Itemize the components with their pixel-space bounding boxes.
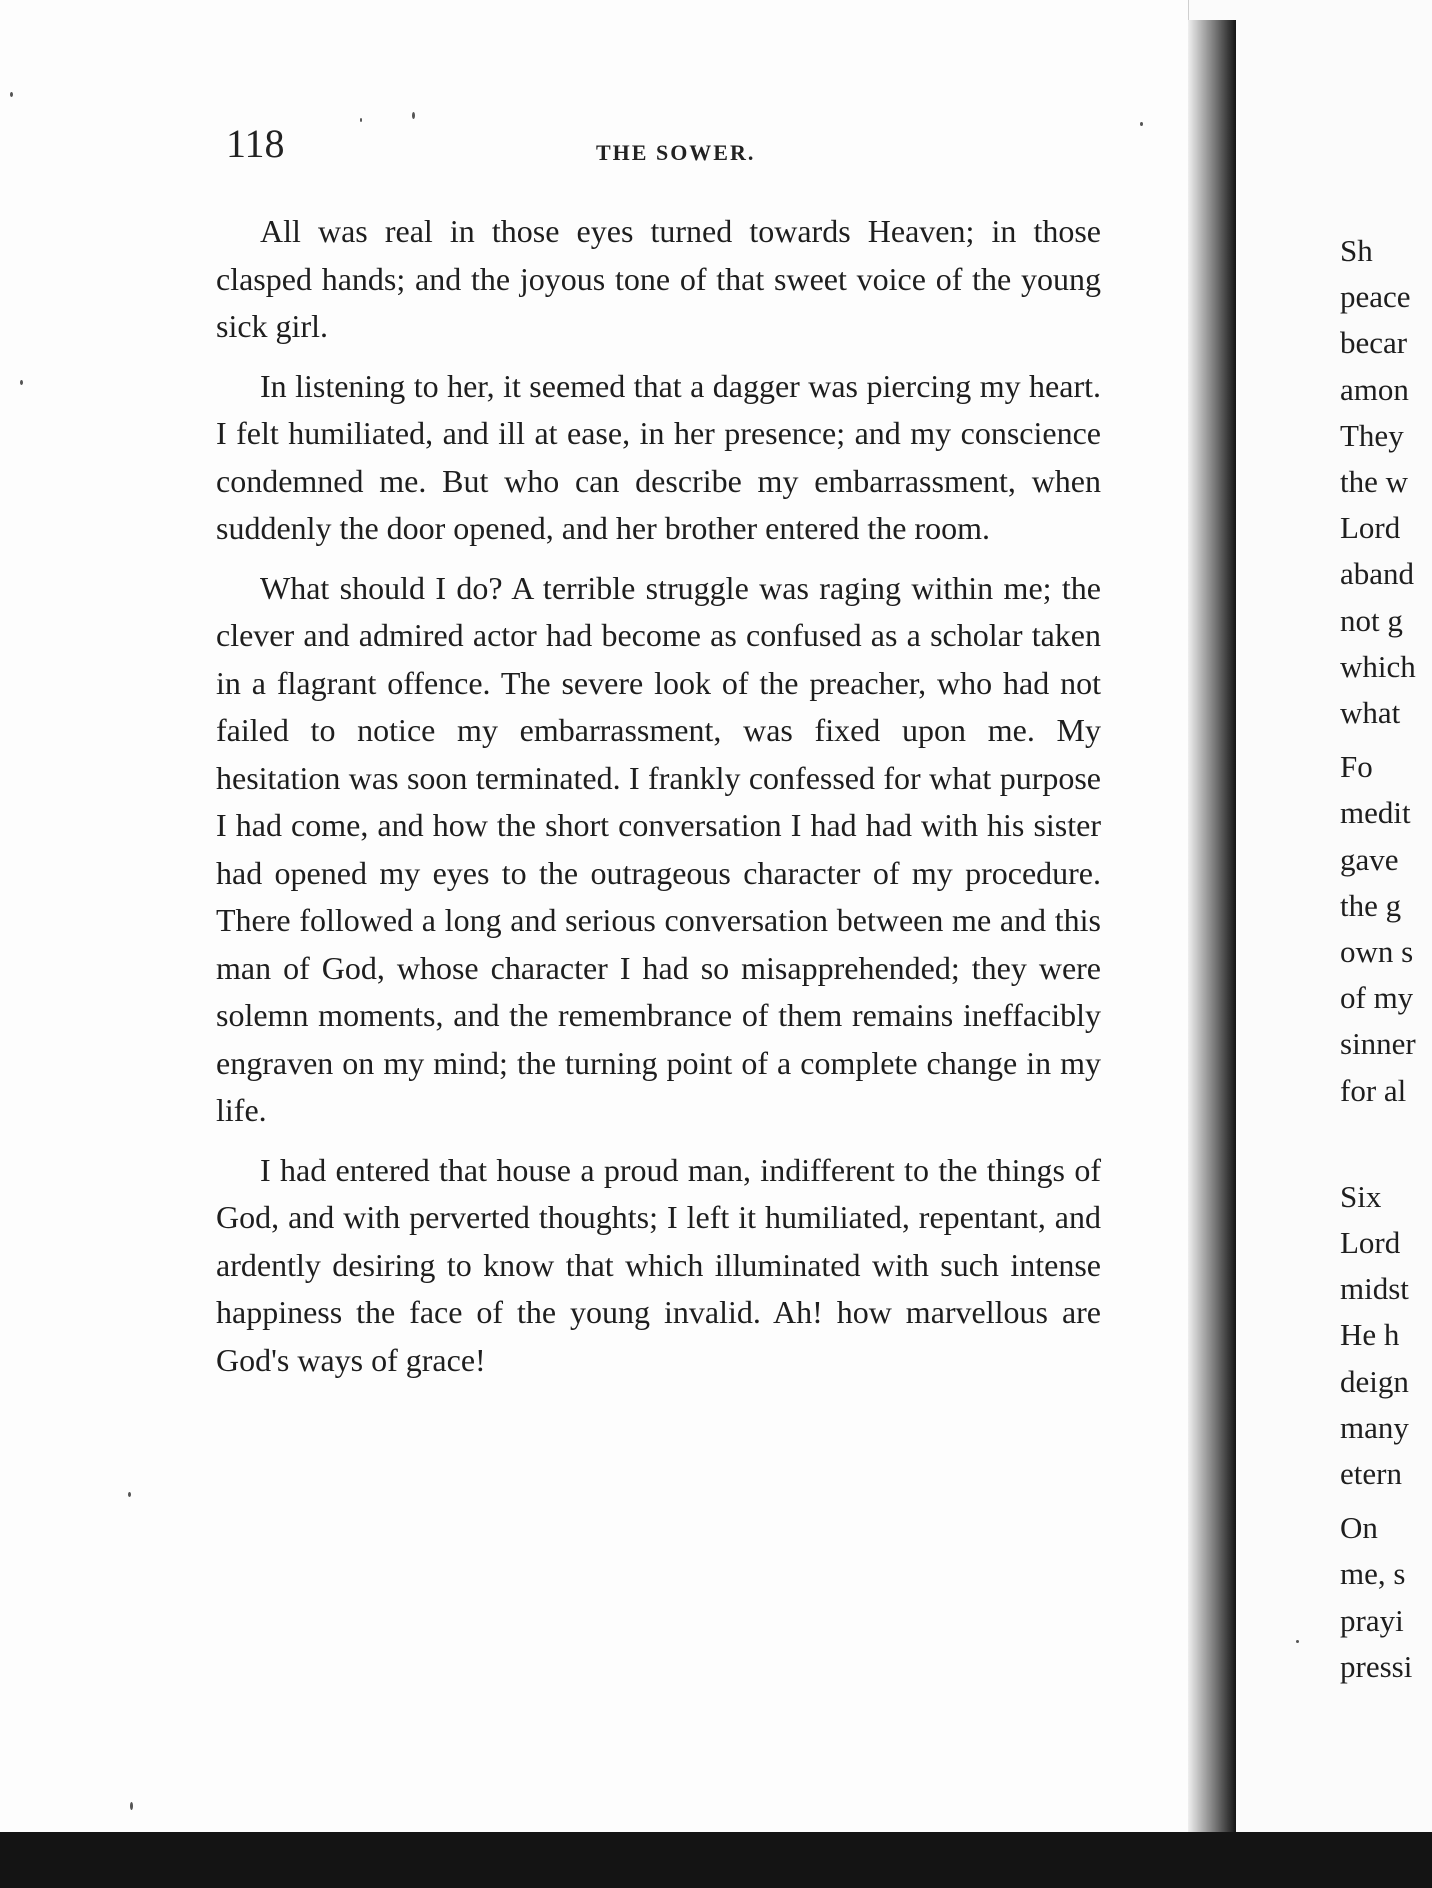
text-fragment: becar bbox=[1340, 325, 1408, 361]
text-fragment: sinner bbox=[1340, 1026, 1416, 1062]
text-fragment: prayi bbox=[1340, 1602, 1404, 1638]
text-fragment: not g bbox=[1340, 602, 1403, 638]
scan-speck bbox=[1296, 1640, 1299, 1643]
scan-speck bbox=[360, 118, 362, 122]
text-fragment: gave bbox=[1340, 841, 1399, 877]
book-gutter bbox=[1188, 20, 1236, 1832]
text-fragment: of my bbox=[1340, 980, 1414, 1016]
text-fragment: own s bbox=[1340, 934, 1414, 970]
scan-speck bbox=[128, 1492, 131, 1497]
scan-speck bbox=[1140, 122, 1143, 126]
text-fragment: He h bbox=[1340, 1317, 1400, 1353]
text-fragment: peace bbox=[1340, 279, 1411, 315]
text-fragment: midst bbox=[1340, 1271, 1409, 1307]
scan-speck bbox=[10, 92, 13, 97]
right-paragraph bbox=[1340, 744, 1432, 1114]
text-fragment: which bbox=[1340, 648, 1416, 684]
text-fragment: They bbox=[1340, 417, 1404, 453]
text-fragment: Sh bbox=[1340, 233, 1373, 268]
text-fragment: pressi bbox=[1340, 1648, 1413, 1684]
paragraph: I had entered that house a proud man, indifferent to the things of God, and with perverted thoughts; I left it humiliated, repentant, and ardently desiring to know that which illuminated with such intense happiness the face of the young invalid. Ah! how marvellous are God's ways of grace! bbox=[216, 1151, 1101, 1378]
text-fragment: for al bbox=[1340, 1072, 1407, 1108]
paragraph: In listening to her, it seemed that a dagger was piercing my heart. I felt humiliated, and ill at ease, in her presence; and my conscience condemned me. But who can describe my embarrassment, when suddenly the door opened, and her brother entered the room. bbox=[216, 367, 1101, 546]
text-fragment: deign bbox=[1340, 1363, 1409, 1399]
right-paragraph bbox=[1340, 1505, 1432, 1690]
text-fragment: Lord bbox=[1340, 510, 1401, 546]
scan-bottom-edge bbox=[0, 1832, 1432, 1888]
text-fragment: the g bbox=[1340, 887, 1402, 923]
text-fragment: Fo bbox=[1340, 749, 1373, 785]
text-fragment: medit bbox=[1340, 795, 1411, 831]
paragraph: What should I do? A terrible struggle was raging within me; the clever and admired actor had become as confused as a scholar taken in a flagrant offence. The severe look of the preacher, who had not failed to notice my embarrassment, was fixed upon me. My hesitation was soon terminated. I frankly confessed for what purpose I had come, and how the short conversation I had had with his sister had opened my eyes to the outrageous character of my procedure. There followed a long and serious conversation between me and this man of God, whose character I had so misapprehended; they were solemn moments, and the remembrance of them remains ineffacibly engraven on my mind; the turning point of a complete change in my life. bbox=[216, 569, 1101, 1128]
scan-speck bbox=[412, 112, 415, 119]
text-fragment: aband bbox=[1340, 556, 1415, 592]
right-paragraph bbox=[1340, 228, 1432, 736]
page-header bbox=[0, 120, 1188, 164]
text-fragment: what bbox=[1340, 695, 1401, 731]
running-title: THE SOWER. bbox=[596, 140, 756, 165]
paragraph: All was real in those eyes turned towards Heaven; in those clasped hands; and the joyous tone of that sweet voice of the young sick girl. bbox=[216, 213, 1101, 344]
text-fragment: On bbox=[1340, 1510, 1378, 1546]
text-fragment: amon bbox=[1340, 371, 1409, 407]
page-number: 118 bbox=[226, 121, 285, 166]
text-fragment: many bbox=[1340, 1409, 1409, 1445]
body-text bbox=[216, 208, 1101, 1396]
text-fragment: Lord bbox=[1340, 1225, 1401, 1261]
right-page-text bbox=[1340, 228, 1432, 1698]
scan-speck bbox=[130, 1802, 133, 1810]
text-fragment: Six bbox=[1340, 1178, 1382, 1214]
text-fragment: etern bbox=[1340, 1456, 1402, 1492]
right-paragraph bbox=[1340, 1174, 1432, 1497]
scan-speck bbox=[20, 380, 23, 385]
text-fragment: me, s bbox=[1340, 1556, 1406, 1592]
text-fragment: the w bbox=[1340, 464, 1409, 500]
